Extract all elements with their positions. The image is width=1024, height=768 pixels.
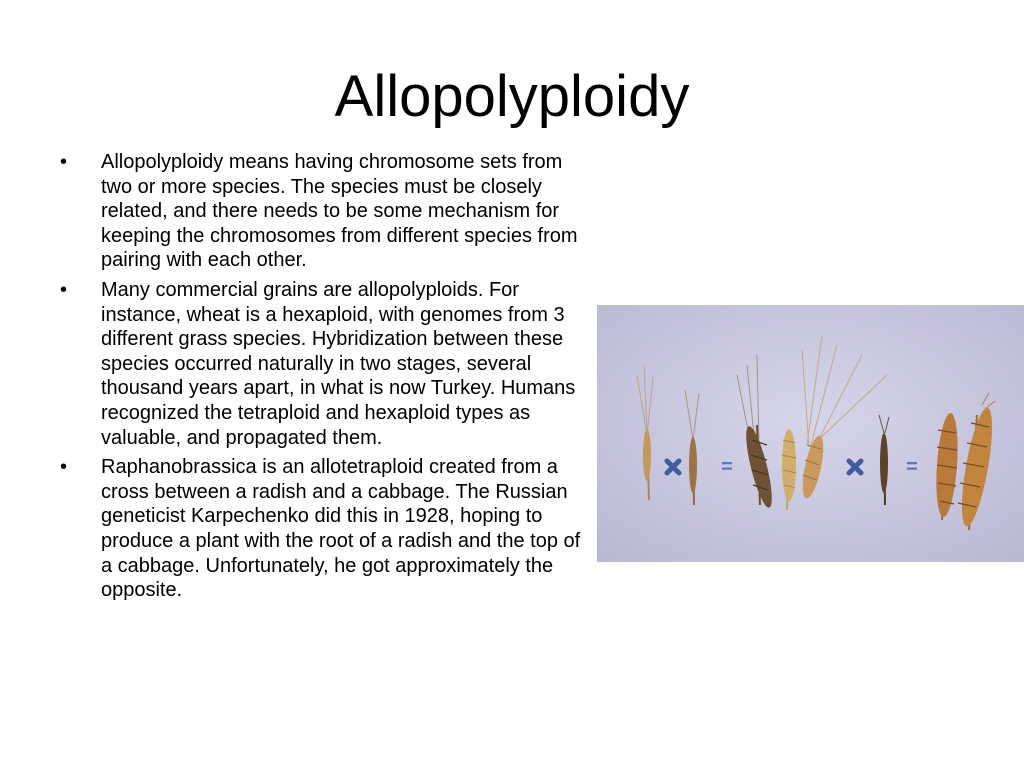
bullet-text: Many commercial grains are allopolyploids. For instance, wheat is a hexaploid, with genomes from 3 different grass species. Hybridization between these species occurred naturally in two stages, several thousand years apart, in what is now Turkey. Humans recognized the tetraploid and hexaploid types as valuable, and propagated them. xyxy=(101,278,576,449)
bullet-item xyxy=(58,150,588,273)
bullet-marker: • xyxy=(60,456,68,479)
equals-icon xyxy=(721,456,733,478)
bullet-marker: • xyxy=(60,278,68,301)
bullet-item xyxy=(58,278,588,450)
slide-title: Allopolyploidy xyxy=(334,64,690,129)
wheat-hybridization-photo xyxy=(597,305,1024,562)
bullet-marker: • xyxy=(60,151,68,173)
bullet-text: Raphanobrassica is an allotetraploid created from a cross between a radish and a cabbage. The Russian geneticist Karpechenko did this in 1928, hoping to produce a plant with the root of a radish and the top of a cabbage. Unfortunately, he got approximately the opposite. xyxy=(101,456,581,602)
svg-text:=: = xyxy=(721,456,733,478)
equals-icon xyxy=(906,456,918,478)
bullet-text: Allopolyploidy means having chromosome sets from two or more species. The species must be closely related, and there needs to be some mechanism for keeping the chromosomes from different species from pairing with each other. xyxy=(101,151,578,272)
bullet-list xyxy=(58,150,588,608)
svg-text:=: = xyxy=(906,456,918,478)
bullet-item xyxy=(58,455,588,603)
wheat-photo-illustration xyxy=(597,305,1024,562)
photo-background xyxy=(597,305,1024,562)
